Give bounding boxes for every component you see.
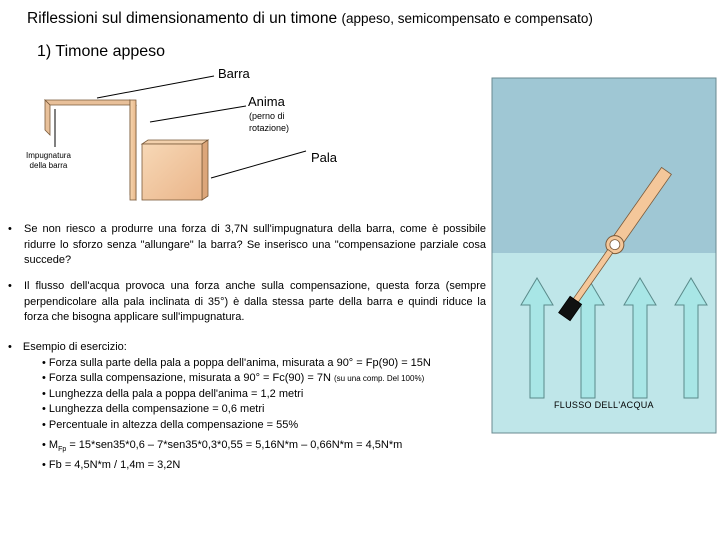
- label-perno-line1: (perno di: [249, 111, 285, 121]
- bullet-marker: •: [42, 418, 46, 431]
- pointer-pala: [211, 151, 306, 178]
- example-items: [42, 356, 431, 434]
- bullet-item: [8, 222, 486, 269]
- formula-row: [42, 458, 402, 474]
- formulas: [42, 438, 402, 473]
- example-item: [42, 356, 431, 372]
- label-barra: Barra: [218, 66, 250, 81]
- rudder-blade-top: [142, 140, 208, 144]
- pointer-anima: [150, 106, 246, 122]
- example-item-note: (su una comp. Del 100%): [333, 374, 425, 383]
- label-impugnatura: [26, 151, 71, 171]
- bullet-marker: •: [8, 223, 12, 235]
- example-title: Esempio di esercizio:: [22, 341, 127, 353]
- formula-text: Fb = 4,5N*m / 1,4m = 3,2N: [48, 458, 181, 471]
- formula-row: [42, 438, 402, 458]
- sky-area: [492, 78, 716, 253]
- example-title-row: [8, 340, 431, 356]
- tiller-bar: [45, 100, 136, 105]
- formula-post: = 15*sen35*0,6 – 7*sen35*0,3*0,55 = 5,16N*m – 0,66N*m = 4,5N*m: [66, 439, 403, 451]
- rudder-shaft-front: [130, 100, 136, 200]
- label-impugnatura-line2: della barra: [29, 161, 68, 170]
- formula-sub: Fp: [58, 446, 67, 454]
- example-item: [42, 387, 431, 403]
- bullet-text: Se non riesco a produrre una forza di 3,7N sull'impugnatura della barra, come è possibile ridurre lo sforzo senza "allungare" la barra? Se inserisco una "compensazione parziale cosa succede?: [24, 223, 486, 266]
- formula-pre: M: [48, 439, 59, 451]
- bullet-marker: •: [8, 341, 12, 353]
- label-impugnatura-line1: Impugnatura: [26, 151, 71, 160]
- example-item-text: Percentuale in altezza della compensazione = 55%: [48, 418, 299, 431]
- bullet-marker: •: [42, 387, 46, 400]
- title-main: Riflessioni sul dimensionamento di un timone: [27, 10, 338, 27]
- example-item-text: Forza sulla parte della pala a poppa dell'anima, misurata a 90° = Fp(90) = 15N: [48, 356, 431, 369]
- bullet-marker: •: [42, 439, 46, 451]
- example-item-text: Lunghezza della compensazione = 0,6 metri: [48, 403, 265, 415]
- bullet-marker: •: [42, 356, 46, 369]
- bullet-marker: •: [42, 372, 46, 384]
- rudder-blade-side: [202, 140, 208, 200]
- example-block: [8, 340, 431, 433]
- water-flow-label: FLUSSO DELL'ACQUA: [554, 400, 654, 410]
- example-item-text: Lunghezza della pala a poppa dell'anima = 1,2 metri: [48, 387, 304, 400]
- bullet-text: Il flusso dell'acqua provoca una forza anche sulla compensazione, questa forza (sempre perpendicolare alla pala inclinata di 35°) è dalla stessa parte della barra e quindi riduce la forza che bisogna applicare sull'impugnatura.: [24, 280, 486, 323]
- example-item: [42, 418, 431, 434]
- bullet-marker: •: [42, 403, 46, 415]
- pointer-barra: [97, 76, 214, 98]
- rudder-blade: [142, 144, 202, 200]
- tiller-handle: [45, 100, 50, 135]
- label-anima: Anima: [248, 94, 285, 109]
- bullet-marker: •: [8, 280, 12, 292]
- label-perno-line2: rotazione): [249, 123, 290, 133]
- water-panel: [492, 78, 716, 433]
- label-perno: [249, 110, 289, 134]
- example-item-text: Forza sulla compensazione, misurata a 90° = Fc(90) = 7N: [48, 372, 331, 384]
- section-heading: 1) Timone appeso: [37, 43, 166, 60]
- example-item: [42, 371, 431, 387]
- example-item: [42, 402, 431, 418]
- label-pala: Pala: [311, 150, 338, 165]
- bullet-item: [8, 279, 486, 326]
- bullet-marker: •: [42, 458, 46, 471]
- title-subtitle: (appeso, semicompensato e compensato): [341, 11, 593, 26]
